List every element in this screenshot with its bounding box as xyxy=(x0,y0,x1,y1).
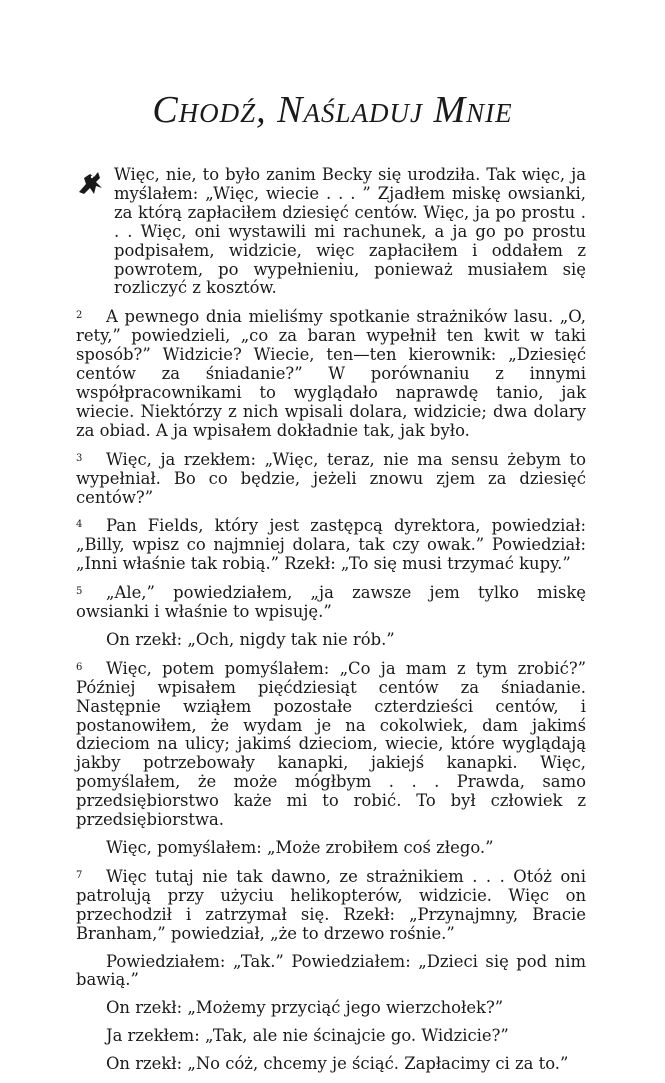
paragraph-text: On rzekł: „Możemy przyciąć jego wierzchołek?” xyxy=(106,998,504,1018)
paragraph-text: Powiedziałem: „Tak.” Powiedziałem: „Dzieci się pod nim bawią.” xyxy=(76,951,586,990)
paragraph-text: Więc, pomyślałem: „Może zrobiłem coś złego.” xyxy=(106,838,494,857)
paragraph-number: 6 xyxy=(76,661,83,673)
paragraph-5b xyxy=(76,631,586,650)
paragraph-number: 5 xyxy=(76,586,83,598)
paragraph-7c xyxy=(76,999,586,1018)
paragraph-6b xyxy=(76,839,586,858)
paragraph-6 xyxy=(76,659,586,830)
paragraph-text: Więc, nie, to było zanim Becky się urodziła. Tak więc, ja myślałem: „Więc, wiecie . . . ” Zjadłem miskę owsianki, za którą zapłaciłem dziesięć centów. Więc, ja po prostu . . . Więc, oni wystawili mi rachunek, a ja go po prostu podpisałem, widzicie, więc zapłaciłem i oddałem z powrotem, po wypełnieniu, ponieważ musiałem się rozliczyć z kosztów. xyxy=(114,165,586,298)
paragraph-number: 4 xyxy=(76,519,83,531)
eagle-icon xyxy=(76,168,106,198)
paragraph-7d xyxy=(76,1027,586,1046)
paragraph-text: Więc, ja rzekłem: „Więc, teraz, nie ma sensu żebym to wypełniał. Bo co będzie, jeżeli znowu zjem za dziesięć centów?” xyxy=(76,449,586,507)
paragraph-5 xyxy=(76,583,586,622)
paragraph-text: Więc, potem pomyślałem: „Co ja mam z tym zrobić?” Później wpisałem pięćdziesiąt centów za śniadanie. Następnie wziąłem pozostałe czterdzieści centów, i postanowiłem, że wydam je na cokolwiek, dam jakimś dzieciom na ulicy; jakimś dzieciom, wiecie, które wyglądają jakby potrzebowały kanapki, jakiejś kanapki. Więc, pomyślałem, że może mógłbym . . . Prawda, samo przedsiębiorstwo każe mi to robić. To był człowiek z przedsiębiorstwa. xyxy=(76,658,586,830)
paragraph-text: A pewnego dnia mieliśmy spotkanie strażników lasu. „O, rety,” powiedzieli, „co za baran wypełnił ten kwit w taki sposób?” Widzicie? Wiecie, ten—ten kierownik: „Dziesięć centów za śniadanie?” W porównaniu z innymi współpracownikami to wyglądało naprawdę tanio, jak wiecie. Niektórzy z nich wpisali dolara, widzicie; dwa dolary za obiad. A ja wpisałem dokładnie tak, jak było. xyxy=(76,307,586,440)
paragraph-4 xyxy=(76,516,586,574)
paragraph-number: 3 xyxy=(76,452,83,464)
body-text xyxy=(76,166,586,1083)
paragraph-text: Pan Fields, który jest zastępcą dyrektora, powiedział: „Billy, wpisz co najmniej dolara, tak czy owak.” Powiedział: „Inni właśnie tak robią.” Rzekł: „To się musi trzymać kupy.” xyxy=(76,516,586,574)
paragraph-7e xyxy=(76,1055,586,1074)
paragraph-text: On rzekł: „No cóż, chcemy je ściąć. Zapłacimy ci za to.” xyxy=(106,1054,569,1074)
paragraph-7 xyxy=(76,867,586,944)
paragraph-7b xyxy=(76,953,586,991)
paragraph-1 xyxy=(76,166,586,298)
paragraph-text: Ja rzekłem: „Tak, ale nie ścinajcie go. Widzicie?” xyxy=(106,1026,509,1046)
paragraph-3 xyxy=(76,450,586,508)
paragraph-text: „Ale,” powiedziałem, „ja zawsze jem tylko miskę owsianki i właśnie to wpisuję.” xyxy=(76,583,586,622)
paragraph-text: Więc tutaj nie tak dawno, ze strażnikiem . . . Otóż oni patrolują przy użyciu helikopterów, widzicie. Więc on przechodził i zatrzymał się. Rzekł: „Przynajmny, Bracie Branham,” powiedział, „że to drzewo rośnie.” xyxy=(76,866,586,943)
chapter-title: Chodź, Naśladuj Mnie xyxy=(152,89,513,131)
paragraph-2 xyxy=(76,307,586,440)
paragraph-text: On rzekł: „Och, nigdy tak nie rób.” xyxy=(106,629,395,649)
paragraph-number: 7 xyxy=(76,869,83,881)
paragraph-number: 2 xyxy=(76,310,83,322)
